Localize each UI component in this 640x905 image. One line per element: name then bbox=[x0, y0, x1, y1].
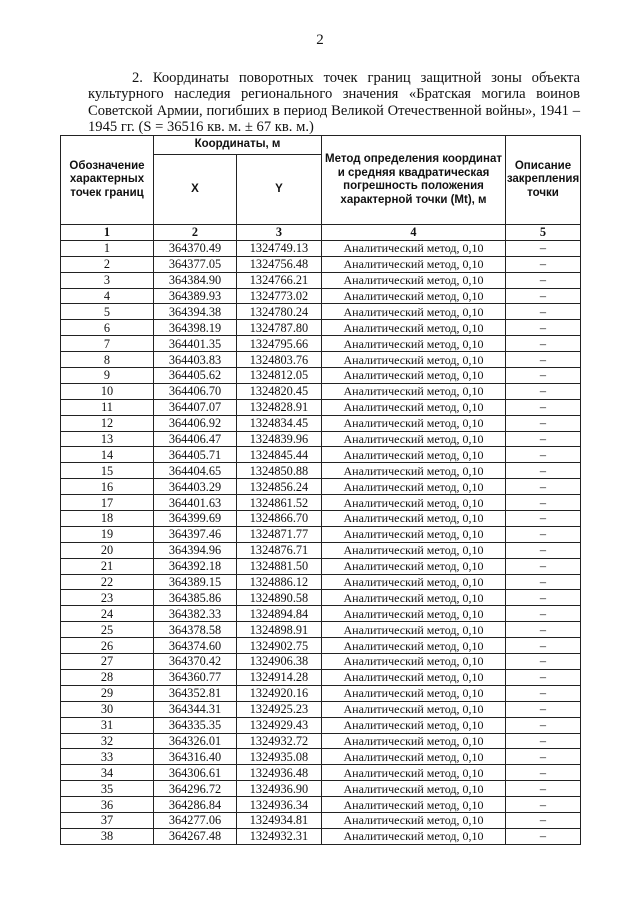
table-row bbox=[61, 828, 581, 844]
description-cell: – bbox=[506, 733, 581, 749]
table-row bbox=[61, 240, 581, 256]
table-row bbox=[61, 336, 581, 352]
point-id-cell: 32 bbox=[61, 733, 154, 749]
x-coordinate-cell: 364389.93 bbox=[154, 288, 237, 304]
header-y: Y bbox=[237, 155, 322, 225]
y-coordinate-cell: 1324828.91 bbox=[237, 399, 322, 415]
point-id-cell: 23 bbox=[61, 590, 154, 606]
x-coordinate-cell: 364403.83 bbox=[154, 352, 237, 368]
y-coordinate-cell: 1324839.96 bbox=[237, 431, 322, 447]
y-coordinate-cell: 1324932.72 bbox=[237, 733, 322, 749]
y-coordinate-cell: 1324756.48 bbox=[237, 256, 322, 272]
y-coordinate-cell: 1324881.50 bbox=[237, 558, 322, 574]
x-coordinate-cell: 364306.61 bbox=[154, 765, 237, 781]
method-cell: Аналитический метод, 0,10 bbox=[322, 797, 506, 813]
x-coordinate-cell: 364385.86 bbox=[154, 590, 237, 606]
description-cell: – bbox=[506, 288, 581, 304]
table-row bbox=[61, 606, 581, 622]
method-cell: Аналитический метод, 0,10 bbox=[322, 479, 506, 495]
y-coordinate-cell: 1324902.75 bbox=[237, 638, 322, 654]
point-id-cell: 35 bbox=[61, 781, 154, 797]
column-number: 5 bbox=[506, 225, 581, 241]
method-cell: Аналитический метод, 0,10 bbox=[322, 399, 506, 415]
method-cell: Аналитический метод, 0,10 bbox=[322, 256, 506, 272]
table-row bbox=[61, 479, 581, 495]
y-coordinate-cell: 1324803.76 bbox=[237, 352, 322, 368]
header-coordinates: Координаты, м bbox=[154, 136, 322, 155]
point-id-cell: 1 bbox=[61, 240, 154, 256]
y-coordinate-cell: 1324914.28 bbox=[237, 669, 322, 685]
method-cell: Аналитический метод, 0,10 bbox=[322, 685, 506, 701]
x-coordinate-cell: 364404.65 bbox=[154, 463, 237, 479]
x-coordinate-cell: 364403.29 bbox=[154, 479, 237, 495]
header-method: Метод определения координат и средняя квадратическая погрешность положения характерной точки (Mt), м bbox=[322, 136, 506, 225]
y-coordinate-cell: 1324920.16 bbox=[237, 685, 322, 701]
column-number: 1 bbox=[61, 225, 154, 241]
x-coordinate-cell: 364406.92 bbox=[154, 415, 237, 431]
point-id-cell: 5 bbox=[61, 304, 154, 320]
x-coordinate-cell: 364296.72 bbox=[154, 781, 237, 797]
section-heading-text: 2. Координаты поворотных точек границ защитной зоны объекта культурного наследия регионального значения «Братская могила воинов Советской Армии, погибших в период Великой Отечественной войны», 1941 – 1945 гг. (S = 36516 кв. м. ± 67 кв. м.) bbox=[88, 70, 580, 136]
table-row bbox=[61, 542, 581, 558]
table-row bbox=[61, 463, 581, 479]
description-cell: – bbox=[506, 479, 581, 495]
point-id-cell: 30 bbox=[61, 701, 154, 717]
x-coordinate-cell: 364352.81 bbox=[154, 685, 237, 701]
x-coordinate-cell: 364344.31 bbox=[154, 701, 237, 717]
point-id-cell: 18 bbox=[61, 511, 154, 527]
method-cell: Аналитический метод, 0,10 bbox=[322, 383, 506, 399]
x-coordinate-cell: 364377.05 bbox=[154, 256, 237, 272]
y-coordinate-cell: 1324894.84 bbox=[237, 606, 322, 622]
method-cell: Аналитический метод, 0,10 bbox=[322, 240, 506, 256]
x-coordinate-cell: 364286.84 bbox=[154, 797, 237, 813]
description-cell: – bbox=[506, 304, 581, 320]
point-id-cell: 37 bbox=[61, 812, 154, 828]
point-id-cell: 36 bbox=[61, 797, 154, 813]
x-coordinate-cell: 364326.01 bbox=[154, 733, 237, 749]
method-cell: Аналитический метод, 0,10 bbox=[322, 511, 506, 527]
table-row bbox=[61, 749, 581, 765]
point-id-cell: 13 bbox=[61, 431, 154, 447]
description-cell: – bbox=[506, 399, 581, 415]
method-cell: Аналитический метод, 0,10 bbox=[322, 320, 506, 336]
table-row bbox=[61, 288, 581, 304]
table-row bbox=[61, 352, 581, 368]
y-coordinate-cell: 1324820.45 bbox=[237, 383, 322, 399]
method-cell: Аналитический метод, 0,10 bbox=[322, 526, 506, 542]
method-cell: Аналитический метод, 0,10 bbox=[322, 733, 506, 749]
point-id-cell: 9 bbox=[61, 368, 154, 384]
table-row bbox=[61, 256, 581, 272]
point-id-cell: 16 bbox=[61, 479, 154, 495]
x-coordinate-cell: 364360.77 bbox=[154, 669, 237, 685]
y-coordinate-cell: 1324876.71 bbox=[237, 542, 322, 558]
table-row bbox=[61, 685, 581, 701]
description-cell: – bbox=[506, 431, 581, 447]
method-cell: Аналитический метод, 0,10 bbox=[322, 574, 506, 590]
y-coordinate-cell: 1324934.81 bbox=[237, 812, 322, 828]
table-row bbox=[61, 399, 581, 415]
point-id-cell: 2 bbox=[61, 256, 154, 272]
table-row bbox=[61, 383, 581, 399]
point-id-cell: 33 bbox=[61, 749, 154, 765]
description-cell: – bbox=[506, 781, 581, 797]
table-row bbox=[61, 304, 581, 320]
table-row bbox=[61, 669, 581, 685]
table-body bbox=[61, 240, 581, 844]
method-cell: Аналитический метод, 0,10 bbox=[322, 638, 506, 654]
column-number: 3 bbox=[237, 225, 322, 241]
y-coordinate-cell: 1324871.77 bbox=[237, 526, 322, 542]
point-id-cell: 15 bbox=[61, 463, 154, 479]
point-id-cell: 24 bbox=[61, 606, 154, 622]
method-cell: Аналитический метод, 0,10 bbox=[322, 606, 506, 622]
description-cell: – bbox=[506, 352, 581, 368]
y-coordinate-cell: 1324866.70 bbox=[237, 511, 322, 527]
point-id-cell: 8 bbox=[61, 352, 154, 368]
description-cell: – bbox=[506, 749, 581, 765]
y-coordinate-cell: 1324906.38 bbox=[237, 654, 322, 670]
table-row bbox=[61, 495, 581, 511]
description-cell: – bbox=[506, 685, 581, 701]
table-row bbox=[61, 368, 581, 384]
y-coordinate-cell: 1324749.13 bbox=[237, 240, 322, 256]
point-id-cell: 27 bbox=[61, 654, 154, 670]
description-cell: – bbox=[506, 590, 581, 606]
method-cell: Аналитический метод, 0,10 bbox=[322, 447, 506, 463]
point-id-cell: 26 bbox=[61, 638, 154, 654]
description-cell: – bbox=[506, 717, 581, 733]
table-row bbox=[61, 797, 581, 813]
description-cell: – bbox=[506, 812, 581, 828]
method-cell: Аналитический метод, 0,10 bbox=[322, 352, 506, 368]
column-number: 2 bbox=[154, 225, 237, 241]
method-cell: Аналитический метод, 0,10 bbox=[322, 542, 506, 558]
point-id-cell: 29 bbox=[61, 685, 154, 701]
header-point: Обозначение характерных точек границ bbox=[61, 136, 154, 225]
description-cell: – bbox=[506, 320, 581, 336]
table-row bbox=[61, 701, 581, 717]
x-coordinate-cell: 364405.62 bbox=[154, 368, 237, 384]
x-coordinate-cell: 364398.19 bbox=[154, 320, 237, 336]
y-coordinate-cell: 1324856.24 bbox=[237, 479, 322, 495]
x-coordinate-cell: 364370.42 bbox=[154, 654, 237, 670]
section-heading bbox=[88, 70, 580, 136]
y-coordinate-cell: 1324936.34 bbox=[237, 797, 322, 813]
description-cell: – bbox=[506, 638, 581, 654]
table-row bbox=[61, 526, 581, 542]
y-coordinate-cell: 1324925.23 bbox=[237, 701, 322, 717]
description-cell: – bbox=[506, 368, 581, 384]
point-id-cell: 21 bbox=[61, 558, 154, 574]
method-cell: Аналитический метод, 0,10 bbox=[322, 304, 506, 320]
x-coordinate-cell: 364374.60 bbox=[154, 638, 237, 654]
point-id-cell: 28 bbox=[61, 669, 154, 685]
y-coordinate-cell: 1324929.43 bbox=[237, 717, 322, 733]
y-coordinate-cell: 1324861.52 bbox=[237, 495, 322, 511]
x-coordinate-cell: 364277.06 bbox=[154, 812, 237, 828]
method-cell: Аналитический метод, 0,10 bbox=[322, 368, 506, 384]
page-number: 2 bbox=[316, 32, 324, 48]
y-coordinate-cell: 1324935.08 bbox=[237, 749, 322, 765]
column-number-row bbox=[61, 225, 581, 241]
method-cell: Аналитический метод, 0,10 bbox=[322, 272, 506, 288]
description-cell: – bbox=[506, 828, 581, 844]
method-cell: Аналитический метод, 0,10 bbox=[322, 654, 506, 670]
x-coordinate-cell: 364406.47 bbox=[154, 431, 237, 447]
description-cell: – bbox=[506, 415, 581, 431]
y-coordinate-cell: 1324890.58 bbox=[237, 590, 322, 606]
description-cell: – bbox=[506, 765, 581, 781]
description-cell: – bbox=[506, 336, 581, 352]
description-cell: – bbox=[506, 526, 581, 542]
y-coordinate-cell: 1324936.90 bbox=[237, 781, 322, 797]
table-header-row bbox=[61, 136, 581, 155]
method-cell: Аналитический метод, 0,10 bbox=[322, 812, 506, 828]
x-coordinate-cell: 364392.18 bbox=[154, 558, 237, 574]
description-cell: – bbox=[506, 511, 581, 527]
x-coordinate-cell: 364384.90 bbox=[154, 272, 237, 288]
point-id-cell: 22 bbox=[61, 574, 154, 590]
point-id-cell: 34 bbox=[61, 765, 154, 781]
point-id-cell: 14 bbox=[61, 447, 154, 463]
description-cell: – bbox=[506, 701, 581, 717]
y-coordinate-cell: 1324773.02 bbox=[237, 288, 322, 304]
method-cell: Аналитический метод, 0,10 bbox=[322, 749, 506, 765]
x-coordinate-cell: 364401.63 bbox=[154, 495, 237, 511]
table-row bbox=[61, 812, 581, 828]
method-cell: Аналитический метод, 0,10 bbox=[322, 669, 506, 685]
point-id-cell: 11 bbox=[61, 399, 154, 415]
coordinates-table bbox=[60, 135, 581, 845]
header-description: Описание закрепления точки bbox=[506, 136, 581, 225]
x-coordinate-cell: 364370.49 bbox=[154, 240, 237, 256]
y-coordinate-cell: 1324834.45 bbox=[237, 415, 322, 431]
x-coordinate-cell: 364382.33 bbox=[154, 606, 237, 622]
description-cell: – bbox=[506, 447, 581, 463]
method-cell: Аналитический метод, 0,10 bbox=[322, 622, 506, 638]
method-cell: Аналитический метод, 0,10 bbox=[322, 717, 506, 733]
column-number: 4 bbox=[322, 225, 506, 241]
method-cell: Аналитический метод, 0,10 bbox=[322, 495, 506, 511]
description-cell: – bbox=[506, 574, 581, 590]
point-id-cell: 25 bbox=[61, 622, 154, 638]
table-row bbox=[61, 431, 581, 447]
y-coordinate-cell: 1324898.91 bbox=[237, 622, 322, 638]
point-id-cell: 7 bbox=[61, 336, 154, 352]
table-row bbox=[61, 447, 581, 463]
y-coordinate-cell: 1324932.31 bbox=[237, 828, 322, 844]
table-row bbox=[61, 558, 581, 574]
y-coordinate-cell: 1324766.21 bbox=[237, 272, 322, 288]
table-row bbox=[61, 654, 581, 670]
method-cell: Аналитический метод, 0,10 bbox=[322, 336, 506, 352]
method-cell: Аналитический метод, 0,10 bbox=[322, 765, 506, 781]
point-id-cell: 20 bbox=[61, 542, 154, 558]
point-id-cell: 38 bbox=[61, 828, 154, 844]
description-cell: – bbox=[506, 558, 581, 574]
y-coordinate-cell: 1324812.05 bbox=[237, 368, 322, 384]
description-cell: – bbox=[506, 622, 581, 638]
table-row bbox=[61, 733, 581, 749]
point-id-cell: 17 bbox=[61, 495, 154, 511]
description-cell: – bbox=[506, 383, 581, 399]
method-cell: Аналитический метод, 0,10 bbox=[322, 781, 506, 797]
description-cell: – bbox=[506, 654, 581, 670]
y-coordinate-cell: 1324787.80 bbox=[237, 320, 322, 336]
description-cell: – bbox=[506, 797, 581, 813]
table-row bbox=[61, 781, 581, 797]
description-cell: – bbox=[506, 240, 581, 256]
table-row bbox=[61, 511, 581, 527]
description-cell: – bbox=[506, 256, 581, 272]
y-coordinate-cell: 1324795.66 bbox=[237, 336, 322, 352]
x-coordinate-cell: 364405.71 bbox=[154, 447, 237, 463]
method-cell: Аналитический метод, 0,10 bbox=[322, 701, 506, 717]
y-coordinate-cell: 1324936.48 bbox=[237, 765, 322, 781]
point-id-cell: 12 bbox=[61, 415, 154, 431]
description-cell: – bbox=[506, 669, 581, 685]
x-coordinate-cell: 364335.35 bbox=[154, 717, 237, 733]
method-cell: Аналитический метод, 0,10 bbox=[322, 288, 506, 304]
y-coordinate-cell: 1324850.88 bbox=[237, 463, 322, 479]
x-coordinate-cell: 364378.58 bbox=[154, 622, 237, 638]
table-row bbox=[61, 272, 581, 288]
y-coordinate-cell: 1324845.44 bbox=[237, 447, 322, 463]
table-row bbox=[61, 590, 581, 606]
description-cell: – bbox=[506, 542, 581, 558]
method-cell: Аналитический метод, 0,10 bbox=[322, 431, 506, 447]
table-row bbox=[61, 320, 581, 336]
description-cell: – bbox=[506, 463, 581, 479]
point-id-cell: 3 bbox=[61, 272, 154, 288]
x-coordinate-cell: 364316.40 bbox=[154, 749, 237, 765]
point-id-cell: 10 bbox=[61, 383, 154, 399]
x-coordinate-cell: 364401.35 bbox=[154, 336, 237, 352]
header-x: X bbox=[154, 155, 237, 225]
x-coordinate-cell: 364389.15 bbox=[154, 574, 237, 590]
x-coordinate-cell: 364394.38 bbox=[154, 304, 237, 320]
y-coordinate-cell: 1324886.12 bbox=[237, 574, 322, 590]
x-coordinate-cell: 364397.46 bbox=[154, 526, 237, 542]
method-cell: Аналитический метод, 0,10 bbox=[322, 463, 506, 479]
x-coordinate-cell: 364407.07 bbox=[154, 399, 237, 415]
method-cell: Аналитический метод, 0,10 bbox=[322, 415, 506, 431]
point-id-cell: 31 bbox=[61, 717, 154, 733]
table-row bbox=[61, 415, 581, 431]
table-row bbox=[61, 717, 581, 733]
description-cell: – bbox=[506, 606, 581, 622]
method-cell: Аналитический метод, 0,10 bbox=[322, 558, 506, 574]
description-cell: – bbox=[506, 272, 581, 288]
point-id-cell: 4 bbox=[61, 288, 154, 304]
x-coordinate-cell: 364394.96 bbox=[154, 542, 237, 558]
table-row bbox=[61, 765, 581, 781]
method-cell: Аналитический метод, 0,10 bbox=[322, 590, 506, 606]
table-row bbox=[61, 638, 581, 654]
method-cell: Аналитический метод, 0,10 bbox=[322, 828, 506, 844]
table-row bbox=[61, 622, 581, 638]
table-row bbox=[61, 574, 581, 590]
point-id-cell: 19 bbox=[61, 526, 154, 542]
point-id-cell: 6 bbox=[61, 320, 154, 336]
description-cell: – bbox=[506, 495, 581, 511]
y-coordinate-cell: 1324780.24 bbox=[237, 304, 322, 320]
x-coordinate-cell: 364406.70 bbox=[154, 383, 237, 399]
x-coordinate-cell: 364267.48 bbox=[154, 828, 237, 844]
x-coordinate-cell: 364399.69 bbox=[154, 511, 237, 527]
